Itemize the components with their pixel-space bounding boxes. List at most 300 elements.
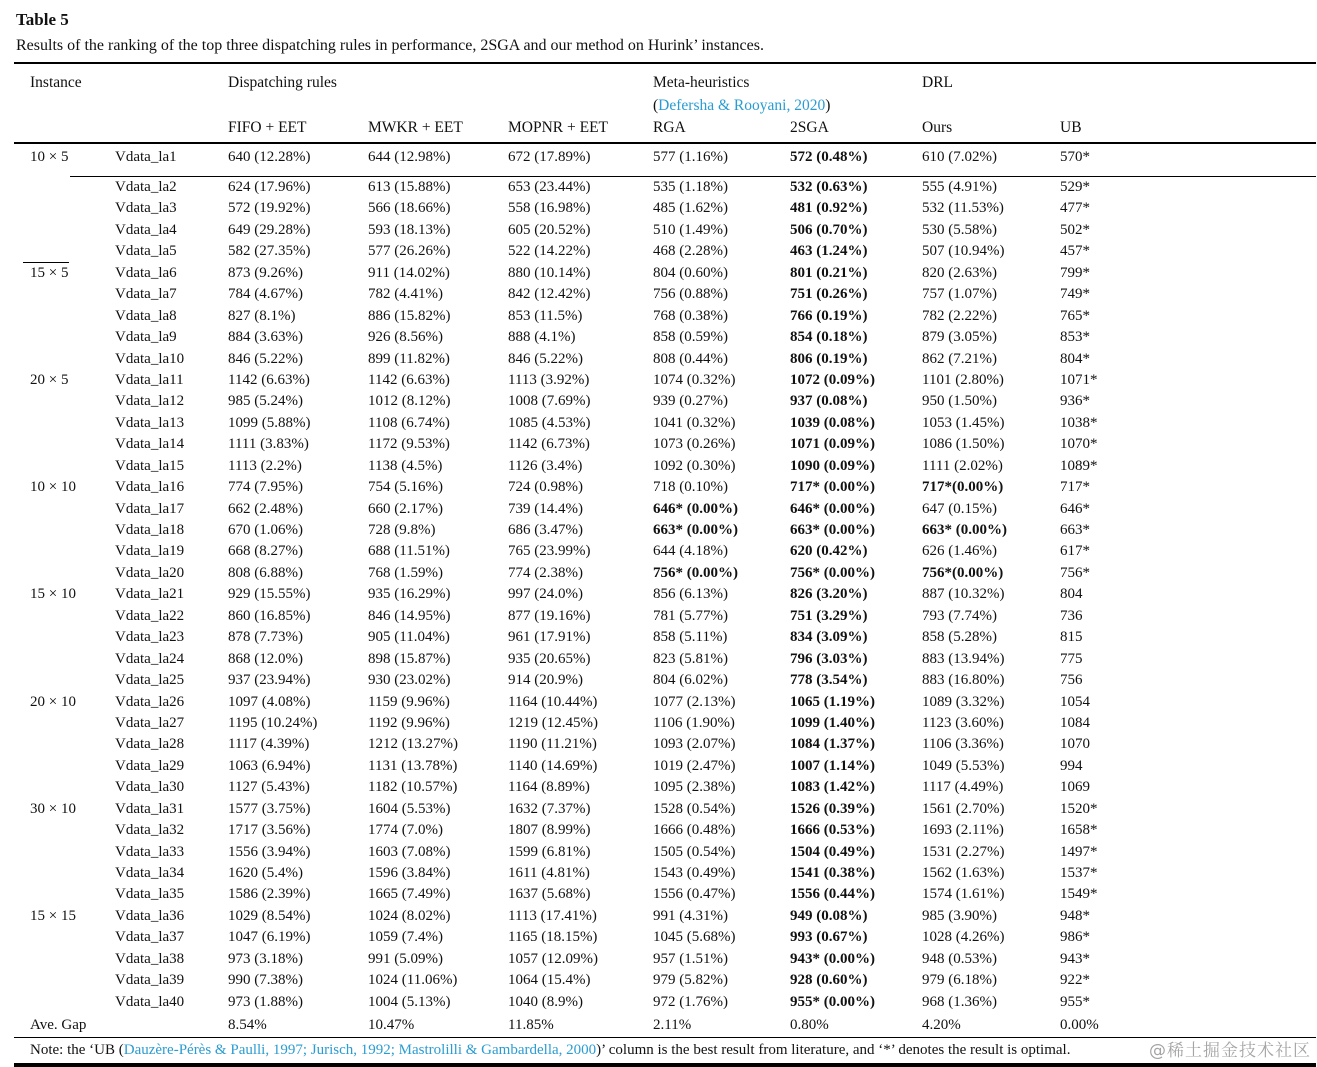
value-cell: 804 (0.60%) <box>653 264 728 281</box>
value-cell: 943* (0.00%) <box>790 950 875 967</box>
value-cell: 1190 (11.21%) <box>508 736 597 753</box>
value-cell: 820 (2.63%) <box>922 264 997 281</box>
ave-gap-value: 4.20% <box>922 1017 961 1034</box>
value-cell: 1089 (3.32%) <box>922 693 1005 710</box>
ave-gap-value <box>115 1014 228 1037</box>
value-cell: 898 (15.87%) <box>368 650 451 667</box>
table-row <box>14 670 1316 691</box>
value-cell: 1142 (6.63%) <box>368 371 450 388</box>
value-cell: 756 <box>1060 672 1083 689</box>
value-cell: 1083 (1.42%) <box>790 779 875 796</box>
value-cell: 1111 (2.02%) <box>922 457 1003 474</box>
value-cell: 922* <box>1060 972 1090 989</box>
table-note: Note: the ‘UB (Dauzère-Pérès & Paulli, 1997; Jurisch, 1992; Mastrolilli & Gambardella, 2000)’ column is the best result from literature, and ‘*’ denotes the result is optimal. <box>30 1042 1071 1059</box>
value-cell: 1077 (2.13%) <box>653 693 736 710</box>
table-row <box>14 563 1316 584</box>
value-cell: 646* <box>1060 500 1090 517</box>
value-cell: 949 (0.08%) <box>790 907 868 924</box>
col-header-mopnr-eet: MOPNR + EET <box>508 119 609 136</box>
value-cell: 1537* <box>1060 865 1098 881</box>
table-row <box>14 992 1316 1013</box>
group-label: 10 × 5 <box>30 149 69 165</box>
group-label: 30 × 10 <box>30 800 76 817</box>
value-cell: 1693 (2.11%) <box>922 822 1004 839</box>
value-cell: 766 (0.19%) <box>790 307 868 324</box>
value-cell: 717* (0.00%) <box>790 479 875 496</box>
value-cell: 672 (17.89%) <box>508 149 591 165</box>
value-cell: 768 (1.59%) <box>368 564 443 581</box>
value-cell: 955* <box>1060 993 1090 1010</box>
value-cell: 1084 <box>1060 714 1090 731</box>
value-cell: 510 (1.49%) <box>653 221 728 238</box>
value-cell: 1172 (9.53%) <box>368 436 450 453</box>
table-row <box>14 177 1316 198</box>
value-cell: 1562 (1.63%) <box>922 865 1005 881</box>
value-cell: 765 (23.99%) <box>508 543 591 560</box>
instance-name: Vdata_la24 <box>115 650 185 667</box>
value-cell: 1040 (8.9%) <box>508 993 583 1010</box>
col-header-ub: UB <box>1060 119 1082 136</box>
value-cell: 781 (5.77%) <box>653 607 728 624</box>
value-cell: 605 (20.52%) <box>508 221 591 238</box>
value-cell: 582 (27.35%) <box>228 243 311 260</box>
citation-link-ub-sources[interactable]: Dauzère-Pérès & Paulli, 1997; Jurisch, 1992; Mastrolilli & Gambardella, 2000 <box>123 1042 597 1059</box>
instance-name: Vdata_la30 <box>115 779 185 796</box>
value-cell: 1504 (0.49%) <box>790 843 875 860</box>
value-cell: 1054 <box>1060 693 1090 710</box>
value-cell: 990 (7.38%) <box>228 972 303 989</box>
value-cell: 572 (0.48%) <box>790 149 868 165</box>
table-title-block <box>16 8 764 58</box>
instance-name: Vdata_la29 <box>115 757 185 774</box>
instance-name: Vdata_la17 <box>115 500 185 517</box>
value-cell: 1045 (5.68%) <box>653 929 736 946</box>
value-cell: 860 (16.85%) <box>228 607 311 624</box>
value-cell: 663* <box>1060 522 1090 538</box>
value-cell: 1577 (3.75%) <box>228 800 311 817</box>
value-cell: 806 (0.19%) <box>790 350 868 367</box>
instance-name: Vdata_la25 <box>115 672 185 689</box>
value-cell: 930 (23.02%) <box>368 672 451 689</box>
value-cell: 610 (7.02%) <box>922 149 997 165</box>
table-row <box>14 734 1316 755</box>
value-cell: 1073 (0.26%) <box>653 436 736 453</box>
value-cell: 883 (13.94%) <box>922 650 1005 667</box>
group-label <box>14 284 115 305</box>
table-row <box>14 884 1316 905</box>
value-cell: 1497* <box>1060 843 1098 860</box>
group-label <box>14 649 115 670</box>
value-cell: 593 (18.13%) <box>368 221 451 238</box>
value-cell: 1113 (2.2%) <box>228 457 302 474</box>
instance-name: Vdata_la37 <box>115 929 185 946</box>
value-cell: 624 (17.96%) <box>228 179 311 195</box>
value-cell: 1717 (3.56%) <box>228 822 311 839</box>
value-cell: 1038* <box>1060 414 1098 431</box>
instance-name: Vdata_la23 <box>115 629 185 646</box>
value-cell: 997 (24.0%) <box>508 586 583 603</box>
value-cell: 717*(0.00%) <box>922 479 1004 496</box>
value-cell: 1099 (1.40%) <box>790 714 875 731</box>
instance-name: Vdata_la2 <box>115 179 177 195</box>
value-cell: 1574 (1.61%) <box>922 886 1005 903</box>
value-cell: 888 (4.1%) <box>508 329 576 346</box>
group-label <box>14 820 115 841</box>
table-row <box>14 263 1316 284</box>
group-label <box>14 627 115 648</box>
value-cell: 926 (8.56%) <box>368 329 443 346</box>
table-row <box>14 627 1316 648</box>
group-label <box>14 198 115 219</box>
value-cell: 1111 (3.83%) <box>228 436 309 453</box>
value-cell: 558 (16.98%) <box>508 200 591 217</box>
value-cell: 842 (12.42%) <box>508 286 591 303</box>
value-cell: 878 (7.73%) <box>228 629 303 646</box>
value-cell: 1164 (8.89%) <box>508 779 590 796</box>
col-header-fifo-eet: FIFO + EET <box>228 119 307 136</box>
instance-name: Vdata_la20 <box>115 564 185 581</box>
value-cell: 955* (0.00%) <box>790 993 875 1010</box>
value-cell: 756* (0.00%) <box>653 564 738 581</box>
group-label <box>14 756 115 777</box>
value-cell: 961 (17.91%) <box>508 629 591 646</box>
value-cell: 1085 (4.53%) <box>508 414 591 431</box>
value-cell: 985 (3.90%) <box>922 907 997 924</box>
table-row <box>14 606 1316 627</box>
value-cell: 827 (8.1%) <box>228 307 296 324</box>
value-cell: 1012 (8.12%) <box>368 393 451 410</box>
value-cell: 1637 (5.68%) <box>508 886 591 903</box>
value-cell: 796 (3.03%) <box>790 650 868 667</box>
ave-gap-value: 0.00% <box>1060 1017 1099 1034</box>
value-cell: 1543 (0.49%) <box>653 865 736 881</box>
value-cell: 973 (3.18%) <box>228 950 303 967</box>
table-row <box>14 198 1316 219</box>
value-cell: 973 (1.88%) <box>228 993 303 1010</box>
value-cell: 1142 (6.73%) <box>508 436 590 453</box>
value-cell: 1019 (2.47%) <box>653 757 736 774</box>
header-meta-heuristics: Meta-heuristics <box>653 74 750 91</box>
ave-gap-value: 11.85% <box>508 1017 554 1034</box>
instance-name: Vdata_la40 <box>115 993 185 1010</box>
value-cell: 477* <box>1060 200 1090 217</box>
value-cell: 986* <box>1060 929 1090 946</box>
value-cell: 979 (5.82%) <box>653 972 728 989</box>
citation-link-defersha-rooyani[interactable]: Defersha & Rooyani, 2020 <box>658 97 826 114</box>
results-table <box>14 62 1316 1067</box>
value-cell: 774 (2.38%) <box>508 564 583 581</box>
value-cell: 957 (1.51%) <box>653 950 728 967</box>
value-cell: 858 (5.28%) <box>922 629 997 646</box>
value-cell: 1047 (6.19%) <box>228 929 311 946</box>
value-cell: 570* <box>1060 149 1090 165</box>
value-cell: 717* <box>1060 479 1090 496</box>
table-row <box>14 584 1316 605</box>
value-cell: 1097 (4.08%) <box>228 693 311 710</box>
value-cell: 887 (10.32%) <box>922 586 1005 603</box>
value-cell: 1004 (5.13%) <box>368 993 451 1010</box>
value-cell: 793 (7.74%) <box>922 607 997 624</box>
table-row <box>14 520 1316 541</box>
value-cell: 1092 (0.30%) <box>653 457 736 474</box>
value-cell: 804 (6.02%) <box>653 672 728 689</box>
value-cell: 936* <box>1060 393 1090 410</box>
value-cell: 620 (0.42%) <box>790 543 868 560</box>
value-cell: 804* <box>1060 350 1090 367</box>
value-cell: 846 (5.22%) <box>508 350 583 367</box>
group-label <box>14 413 115 434</box>
value-cell: 468 (2.28%) <box>653 243 728 260</box>
instance-name: Vdata_la6 <box>115 264 177 281</box>
value-cell: 653 (23.44%) <box>508 179 591 195</box>
value-cell: 1071 (0.09%) <box>790 436 875 453</box>
value-cell: 644 (4.18%) <box>653 543 728 560</box>
group-label: 15 × 15 <box>30 907 76 924</box>
value-cell: 617* <box>1060 543 1090 560</box>
instance-name: Vdata_la19 <box>115 543 185 560</box>
value-cell: 481 (0.92%) <box>790 200 868 217</box>
value-cell: 1195 (10.24%) <box>228 714 318 731</box>
instance-name: Vdata_la32 <box>115 822 185 839</box>
value-cell: 613 (15.88%) <box>368 179 451 195</box>
table-row <box>14 927 1316 948</box>
value-cell: 1127 (5.43%) <box>228 779 310 796</box>
value-cell: 1526 (0.39%) <box>790 800 875 817</box>
instance-name: Vdata_la18 <box>115 522 185 538</box>
instance-name: Vdata_la38 <box>115 950 185 967</box>
group-label <box>14 434 115 455</box>
value-cell: 914 (20.9%) <box>508 672 583 689</box>
value-cell: 1556 (0.47%) <box>653 886 736 903</box>
table-header <box>14 64 1316 144</box>
group-label <box>14 456 115 477</box>
value-cell: 1108 (6.74%) <box>368 414 450 431</box>
value-cell: 647 (0.15%) <box>922 500 997 517</box>
table-row <box>14 391 1316 412</box>
value-cell: 1138 (4.5%) <box>368 457 443 474</box>
table-row <box>14 970 1316 991</box>
group-label: 15 × 5 <box>30 264 69 281</box>
instance-name: Vdata_la9 <box>115 329 177 346</box>
ave-gap-value: 0.80% <box>790 1017 829 1034</box>
value-cell: 808 (0.44%) <box>653 350 728 367</box>
value-cell: 1541 (0.38%) <box>790 865 875 881</box>
value-cell: 1093 (2.07%) <box>653 736 736 753</box>
value-cell: 749* <box>1060 286 1090 303</box>
value-cell: 846 (14.95%) <box>368 607 451 624</box>
value-cell: 846 (5.22%) <box>228 350 303 367</box>
group-label <box>14 499 115 520</box>
value-cell: 577 (26.26%) <box>368 243 451 260</box>
table-row <box>14 541 1316 562</box>
table-row <box>14 820 1316 841</box>
value-cell: 937 (23.94%) <box>228 672 311 689</box>
value-cell: 886 (15.82%) <box>368 307 451 324</box>
table-row <box>14 949 1316 970</box>
value-cell: 877 (19.16%) <box>508 607 591 624</box>
value-cell: 991 (5.09%) <box>368 950 443 967</box>
value-cell: 577 (1.16%) <box>653 149 728 165</box>
table-row <box>14 756 1316 777</box>
value-cell: 801 (0.21%) <box>790 264 868 281</box>
instance-name: Vdata_la11 <box>115 371 184 388</box>
group-label: 20 × 5 <box>30 371 69 388</box>
value-cell: 905 (11.04%) <box>368 629 450 646</box>
bottom-rule <box>14 1063 1316 1067</box>
value-cell: 928 (0.60%) <box>790 972 868 989</box>
ave-gap-value: 2.11% <box>653 1017 692 1034</box>
header-instance: Instance <box>30 74 82 91</box>
value-cell: 688 (11.51%) <box>368 543 450 560</box>
instance-name: Vdata_la22 <box>115 607 185 624</box>
value-cell: 834 (3.09%) <box>790 629 868 646</box>
value-cell: 853* <box>1060 329 1090 346</box>
value-cell: 1666 (0.48%) <box>653 822 736 839</box>
value-cell: 522 (14.22%) <box>508 243 591 260</box>
group-label <box>14 863 115 884</box>
value-cell: 457* <box>1060 243 1090 260</box>
group-label <box>14 734 115 755</box>
table-row <box>14 477 1316 498</box>
value-cell: 1049 (5.53%) <box>922 757 1005 774</box>
value-cell: 968 (1.36%) <box>922 993 997 1010</box>
value-cell: 1140 (14.69%) <box>508 757 598 774</box>
value-cell: 784 (4.67%) <box>228 286 303 303</box>
instance-name: Vdata_la8 <box>115 307 177 324</box>
value-cell: 868 (12.0%) <box>228 650 303 667</box>
group-label: 10 × 10 <box>30 479 76 496</box>
value-cell: 939 (0.27%) <box>653 393 728 410</box>
header-meta-reference: (Defersha & Rooyani, 2020) <box>653 97 831 114</box>
value-cell: 1192 (9.96%) <box>368 714 450 731</box>
value-cell: 555 (4.91%) <box>922 179 997 195</box>
instance-name: Vdata_la39 <box>115 972 185 989</box>
value-cell: 935 (16.29%) <box>368 586 451 603</box>
value-cell: 1620 (5.4%) <box>228 865 303 881</box>
value-cell: 646* (0.00%) <box>790 500 875 517</box>
table-row <box>14 649 1316 670</box>
table-row <box>14 713 1316 734</box>
value-cell: 826 (3.20%) <box>790 586 868 603</box>
value-cell: 670 (1.06%) <box>228 522 303 538</box>
group-label: 15 × 10 <box>30 586 76 603</box>
group-label <box>14 949 115 970</box>
value-cell: 1126 (3.4%) <box>508 457 583 474</box>
value-cell: 532 (11.53%) <box>922 200 1004 217</box>
value-cell: 572 (19.92%) <box>228 200 311 217</box>
value-cell: 1028 (4.26%) <box>922 929 1005 946</box>
value-cell: 778 (3.54%) <box>790 672 868 689</box>
value-cell: 532 (0.63%) <box>790 179 868 195</box>
value-cell: 1182 (10.57%) <box>368 779 458 796</box>
value-cell: 815 <box>1060 629 1083 646</box>
instance-name: Vdata_la28 <box>115 736 185 753</box>
ave-gap-label: Ave. Gap <box>30 1017 87 1034</box>
header-dispatching-rules: Dispatching rules <box>228 74 337 91</box>
value-cell: 1604 (5.53%) <box>368 800 451 817</box>
instance-name: Vdata_la7 <box>115 286 177 303</box>
value-cell: 566 (18.66%) <box>368 200 451 217</box>
instance-name: Vdata_la36 <box>115 907 185 924</box>
group-label <box>14 520 115 541</box>
value-cell: 853 (11.5%) <box>508 307 583 324</box>
value-cell: 1165 (18.15%) <box>508 929 598 946</box>
value-cell: 1142 (6.63%) <box>228 371 310 388</box>
value-cell: 751 (3.29%) <box>790 607 868 624</box>
ave-gap-value: 8.54% <box>228 1017 267 1034</box>
value-cell: 529* <box>1060 179 1090 195</box>
value-cell: 1007 (1.14%) <box>790 757 875 774</box>
value-cell: 535 (1.18%) <box>653 179 728 195</box>
value-cell: 1074 (0.32%) <box>653 371 736 388</box>
instance-name: Vdata_la12 <box>115 393 185 410</box>
value-cell: 1159 (9.96%) <box>368 693 450 710</box>
table-row <box>14 692 1316 713</box>
value-cell: 718 (0.10%) <box>653 479 728 496</box>
value-cell: 854 (0.18%) <box>790 329 868 346</box>
table-row <box>14 306 1316 327</box>
group-label <box>14 241 115 262</box>
value-cell: 1774 (7.0%) <box>368 822 443 839</box>
value-cell: 663* (0.00%) <box>922 522 1007 538</box>
value-cell: 1072 (0.09%) <box>790 371 875 388</box>
value-cell: 873 (9.26%) <box>228 264 303 281</box>
instance-name: Vdata_la10 <box>115 350 185 367</box>
group-label <box>14 842 115 863</box>
value-cell: 724 (0.98%) <box>508 479 583 496</box>
value-cell: 1090 (0.09%) <box>790 457 875 474</box>
value-cell: 768 (0.38%) <box>653 307 728 324</box>
value-cell: 935 (20.65%) <box>508 650 591 667</box>
value-cell: 775 <box>1060 650 1083 667</box>
value-cell: 663* (0.00%) <box>790 522 875 538</box>
value-cell: 756* (0.00%) <box>790 564 875 581</box>
value-cell: 765* <box>1060 307 1090 324</box>
table-number: Table 5 <box>16 10 69 29</box>
value-cell: 1556 (0.44%) <box>790 886 875 903</box>
instance-name: Vdata_la14 <box>115 436 185 453</box>
table-row <box>14 842 1316 863</box>
value-cell: 1164 (10.44%) <box>508 693 598 710</box>
value-cell: 948 (0.53%) <box>922 950 997 967</box>
value-cell: 929 (15.55%) <box>228 586 311 603</box>
table-row <box>14 777 1316 798</box>
table-row <box>14 413 1316 434</box>
header-drl: DRL <box>922 74 953 91</box>
table-row <box>14 241 1316 262</box>
value-cell: 506 (0.70%) <box>790 221 868 238</box>
col-header-rga: RGA <box>653 119 686 136</box>
value-cell: 1611 (4.81%) <box>508 865 590 881</box>
table-row <box>14 144 1316 177</box>
group-label <box>14 349 115 370</box>
value-cell: 728 (9.8%) <box>368 522 436 538</box>
value-cell: 883 (16.80%) <box>922 672 1005 689</box>
value-cell: 660 (2.17%) <box>368 500 443 517</box>
group-label <box>14 606 115 627</box>
value-cell: 782 (2.22%) <box>922 307 997 324</box>
value-cell: 993 (0.67%) <box>790 929 868 946</box>
value-cell: 862 (7.21%) <box>922 350 997 367</box>
value-cell: 884 (3.63%) <box>228 329 303 346</box>
value-cell: 1070 <box>1060 736 1090 753</box>
value-cell: 782 (4.41%) <box>368 286 443 303</box>
value-cell: 1071* <box>1060 371 1098 388</box>
table-row <box>14 499 1316 520</box>
value-cell: 1807 (8.99%) <box>508 822 591 839</box>
value-cell: 1041 (0.32%) <box>653 414 736 431</box>
value-cell: 663* (0.00%) <box>653 522 738 538</box>
